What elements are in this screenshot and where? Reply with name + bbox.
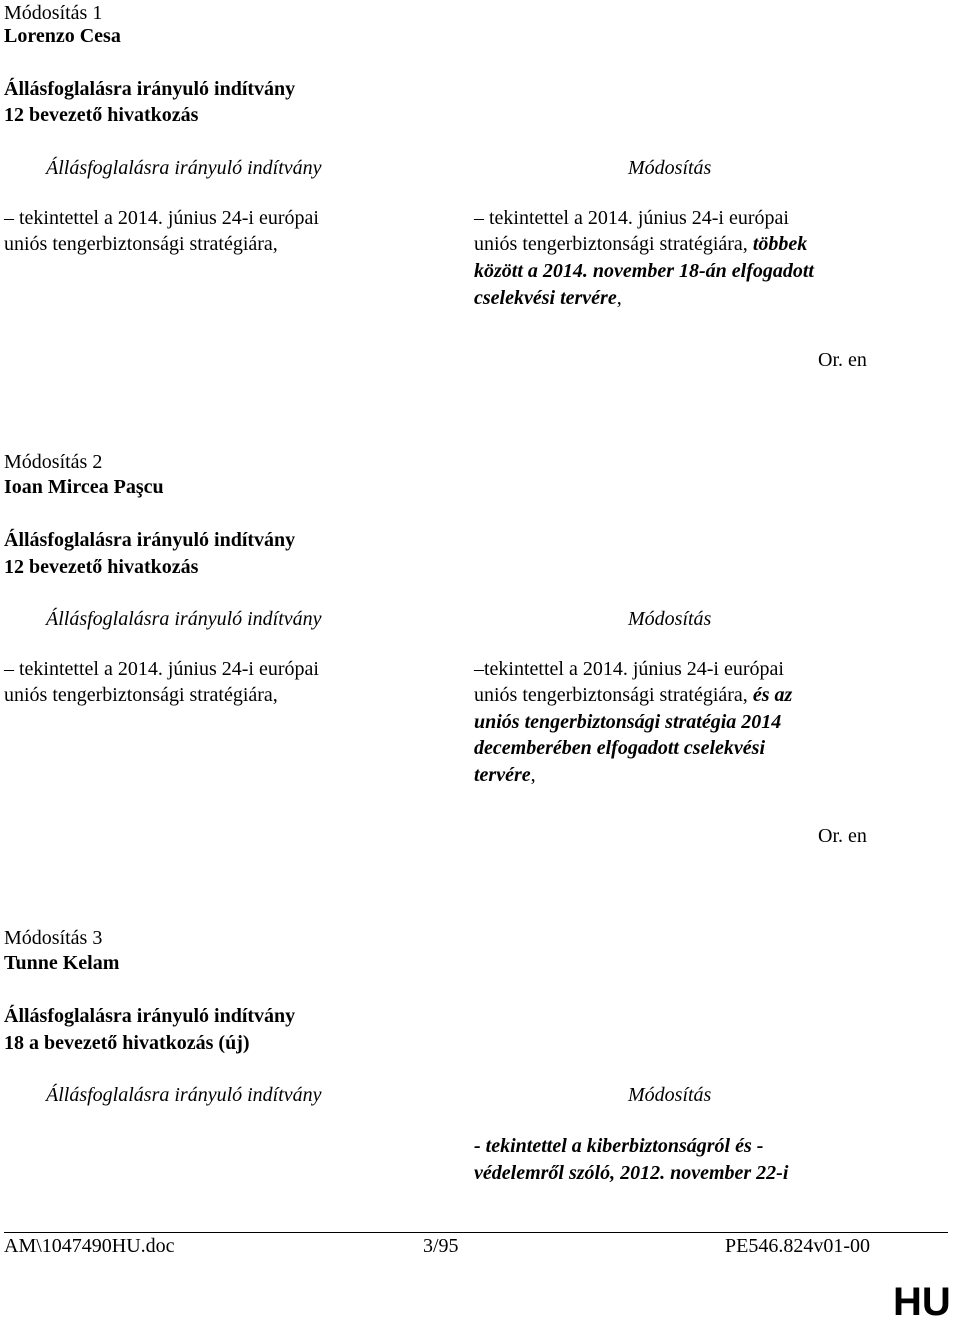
inserted-text: tervére — [474, 764, 531, 786]
amendment-1-right-line — [474, 285, 622, 311]
plain-text: , — [530, 764, 536, 786]
amendment-1-right-header: Módosítás — [628, 157, 712, 179]
amendment-3-right-header: Módosítás — [628, 1084, 712, 1106]
footer-pe-ref: PE546.824v01-00 — [725, 1235, 870, 1257]
amendment-2-right-line — [474, 735, 765, 761]
amendment-2-left-line: uniós tengerbiztonsági stratégiára, — [4, 684, 278, 706]
amendment-2-right-line — [474, 762, 536, 788]
amendment-2-right-line — [474, 656, 784, 682]
plain-text: uniós tengerbiztonsági stratégiára, — [474, 233, 753, 255]
amendment-2-citation: 12 bevezető hivatkozás — [4, 556, 199, 578]
amendment-2-author: Ioan Mircea Paşcu — [4, 476, 164, 498]
plain-text: –tekintettel a 2014. június 24-i európai — [474, 658, 784, 680]
footer-page-number: 3/95 — [423, 1235, 459, 1257]
amendment-3-number: Módosítás 3 — [4, 927, 103, 949]
amendment-3-left-header: Állásfoglalásra irányuló indítvány — [46, 1084, 322, 1106]
amendment-1-citation: 12 bevezető hivatkozás — [4, 104, 199, 126]
amendment-1-left-line: uniós tengerbiztonsági stratégiára, — [4, 233, 278, 255]
amendment-3-author: Tunne Kelam — [4, 952, 120, 974]
amendment-3-right-line: - tekintettel a kiberbiztonságról és - — [474, 1135, 764, 1157]
amendment-1-original-language: Or. en — [818, 349, 867, 371]
amendment-1-left-header: Állásfoglalásra irányuló indítvány — [46, 157, 322, 179]
amendment-1-left-line: – tekintettel a 2014. június 24-i európai — [4, 207, 319, 229]
amendment-2-left-header: Állásfoglalásra irányuló indítvány — [46, 608, 322, 630]
amendment-2-original-language: Or. en — [818, 825, 867, 847]
inserted-text: cselekvési tervére — [474, 287, 617, 309]
amendment-3-citation: 18 a bevezető hivatkozás (új) — [4, 1032, 250, 1054]
amendment-3-right-line: védelemről szóló, 2012. november 22-i — [474, 1162, 789, 1184]
amendment-1-right-line — [474, 205, 789, 231]
plain-text: , — [616, 287, 622, 309]
language-badge: HU — [893, 1280, 951, 1324]
amendment-2-right-header: Módosítás — [628, 608, 712, 630]
inserted-text: decemberében elfogadott cselekvési — [474, 737, 765, 759]
amendment-2-right-line — [474, 682, 792, 708]
inserted-text: között a 2014. november 18-án elfogadott — [474, 260, 814, 282]
amendment-1-number: Módosítás 1 — [4, 2, 103, 24]
amendment-1-right-line — [474, 231, 807, 257]
amendment-3-doc-type: Állásfoglalásra irányuló indítvány — [4, 1005, 296, 1027]
inserted-text: és az — [752, 684, 793, 706]
footer-doc-ref: AM\1047490HU.doc — [4, 1235, 175, 1257]
plain-text: uniós tengerbiztonsági stratégiára, — [474, 684, 753, 706]
amendment-1-doc-type: Állásfoglalásra irányuló indítvány — [4, 78, 296, 100]
amendment-1-right-line — [474, 258, 814, 284]
amendment-2-doc-type: Állásfoglalásra irányuló indítvány — [4, 529, 296, 551]
amendment-1-author: Lorenzo Cesa — [4, 25, 121, 47]
amendment-2-right-line — [474, 709, 781, 735]
inserted-text: uniós tengerbiztonsági stratégia 2014 — [474, 711, 782, 733]
amendment-2-left-line: – tekintettel a 2014. június 24-i európai — [4, 658, 319, 680]
inserted-text: többek — [752, 233, 808, 255]
amendment-2-number: Módosítás 2 — [4, 451, 103, 473]
plain-text: – tekintettel a 2014. június 24-i európai — [474, 207, 789, 229]
